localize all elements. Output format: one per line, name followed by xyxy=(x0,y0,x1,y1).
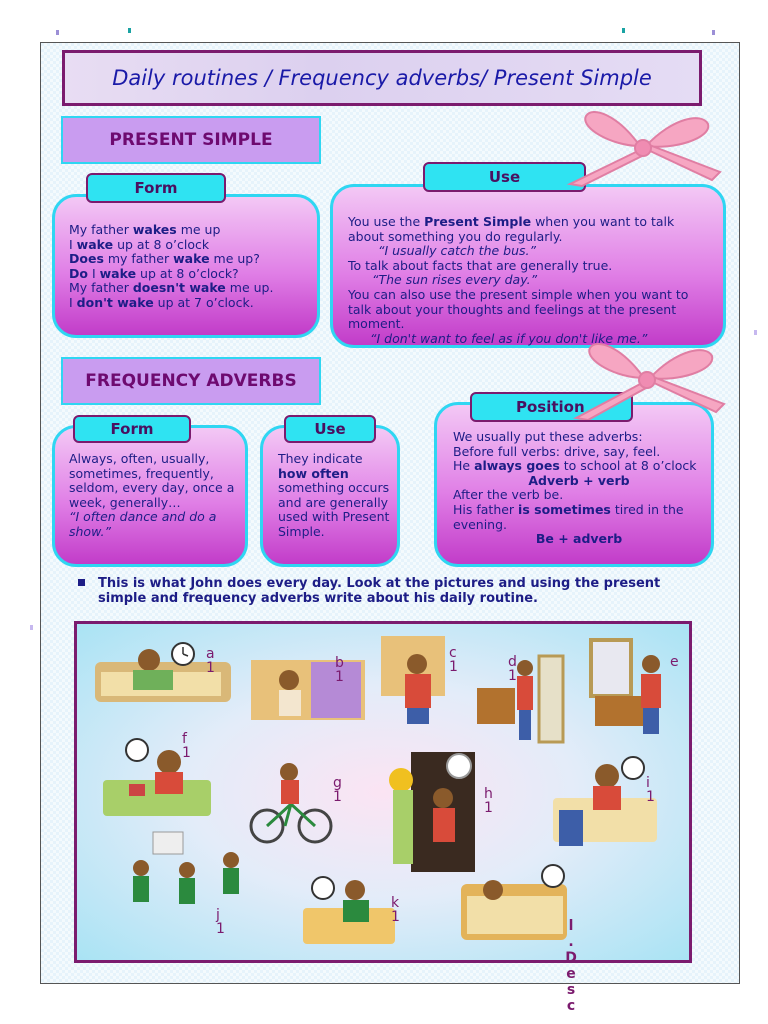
use-line-3: You can also use the present simple when you want to talk about your thoughts and feelings at the present moment. xyxy=(348,286,689,332)
comb-hair-illustration xyxy=(585,636,677,740)
position-rule-2: Be + adverb xyxy=(535,531,623,547)
position-line: He always goes to school at 8 o’clock xyxy=(453,458,697,474)
position-text xyxy=(453,430,705,547)
form-line: Do I wake up at 8 o’clock? xyxy=(69,265,239,281)
position-line: Before full verbs: drive, say, feel. xyxy=(453,443,661,459)
vertical-char: D xyxy=(565,950,577,966)
picture-label-i: i 1 xyxy=(646,775,655,805)
tab-position: Position xyxy=(470,392,633,422)
present-simple-header: PRESENT SIMPLE xyxy=(61,116,321,164)
vertical-char: s xyxy=(566,982,576,998)
position-line: After the verb be. xyxy=(453,487,564,503)
tab-form: Form xyxy=(86,173,226,203)
bullet-icon xyxy=(78,579,85,586)
tab-frequency-use: Use xyxy=(284,415,376,443)
use-example-1: “I usually catch the bus.” xyxy=(378,243,536,259)
decor-dot xyxy=(128,28,131,33)
instruction-body: This is what John does every day. Look at the pictures and using the present simple and frequency adverbs write about his daily routine. xyxy=(98,576,661,606)
page-title: Daily routines / Frequency adverbs/ Present Simple xyxy=(62,50,702,106)
vertical-char: l xyxy=(568,918,574,934)
vertical-char: c xyxy=(566,998,576,1014)
use-line-2: To talk about facts that are generally true. xyxy=(348,257,613,273)
position-line: His father is sometimes tired in the evening. xyxy=(453,501,684,532)
ride-bike-illustration xyxy=(245,752,335,848)
vertical-label-text xyxy=(564,918,578,1014)
tab-frequency-form: Form xyxy=(73,415,191,443)
school-illustration xyxy=(381,746,481,876)
shower-illustration xyxy=(249,654,369,724)
form-line: I don't wake up at 7 o’clock. xyxy=(69,294,254,310)
picture-label-e: e xyxy=(670,654,679,670)
picture-label-f: f 1 xyxy=(182,731,191,761)
frequency-use-box xyxy=(260,425,400,567)
instruction-text xyxy=(80,576,680,606)
breakfast-illustration xyxy=(99,732,219,828)
ribbon-bow-icon xyxy=(566,338,728,420)
homework-illustration xyxy=(299,874,399,950)
picture-label-g: g 1 xyxy=(333,775,342,805)
position-line: We usually put these adverbs: xyxy=(453,429,643,444)
go-to-bed-illustration xyxy=(453,860,573,946)
pictures-panel xyxy=(74,621,692,963)
vertical-char: . xyxy=(568,934,574,950)
picture-label-a: a 1 xyxy=(206,646,215,676)
form-lines xyxy=(69,223,273,311)
present-simple-form-box xyxy=(52,194,320,338)
picture-label-d: d 1 xyxy=(508,654,517,684)
adverb-example: “I often dance and do a show.” xyxy=(69,509,217,539)
tab-use: Use xyxy=(423,162,586,192)
present-simple-use-box xyxy=(330,184,726,348)
picture-label-h: h 1 xyxy=(484,786,493,816)
form-line: My father wakes me up xyxy=(69,222,221,237)
ribbon-bow-icon xyxy=(562,106,724,188)
frequency-form-box xyxy=(52,425,248,567)
decor-dot xyxy=(712,30,715,35)
position-rule-1: Adverb + verb xyxy=(528,472,630,488)
picture-label-k: k 1 xyxy=(391,895,400,925)
picture-label-j: j 1 xyxy=(216,907,225,937)
frequency-adverbs-header: FREQUENCY ADVERBS xyxy=(61,357,321,405)
use-example-2: “The sun rises every day.” xyxy=(372,272,538,288)
use-example-3: “I don't want to feel as if you don't like me.” xyxy=(370,330,648,346)
use-text xyxy=(348,215,714,346)
vertical-char: e xyxy=(566,966,576,982)
adverb-list: Always, often, usually, sometimes, frequently, seldom, every day, once a week, generally… xyxy=(69,451,235,510)
lunch-illustration xyxy=(529,754,665,858)
decor-dot xyxy=(30,625,33,630)
brush-teeth-illustration xyxy=(377,634,449,730)
frequency-form-text xyxy=(69,452,239,540)
form-line: My father doesn't wake me up. xyxy=(69,280,274,296)
use-line-1: You use the Present Simple when you want to talk about something you do regularly. xyxy=(348,214,675,244)
decor-dot xyxy=(622,28,625,33)
decor-dot xyxy=(56,30,59,35)
frequency-position-box xyxy=(434,402,714,567)
decor-dot xyxy=(754,330,757,335)
form-line: I wake up at 8 o’clock xyxy=(69,236,210,252)
get-dressed-illustration xyxy=(469,650,569,750)
picture-label-b: b 1 xyxy=(335,655,344,685)
play-basketball-illustration xyxy=(111,830,257,930)
frequency-use-text: They indicate how often something occurs and are generally used with Present Simple. xyxy=(278,451,390,539)
picture-label-c: c 1 xyxy=(449,645,458,675)
form-line: Does my father wake me up? xyxy=(69,251,260,267)
